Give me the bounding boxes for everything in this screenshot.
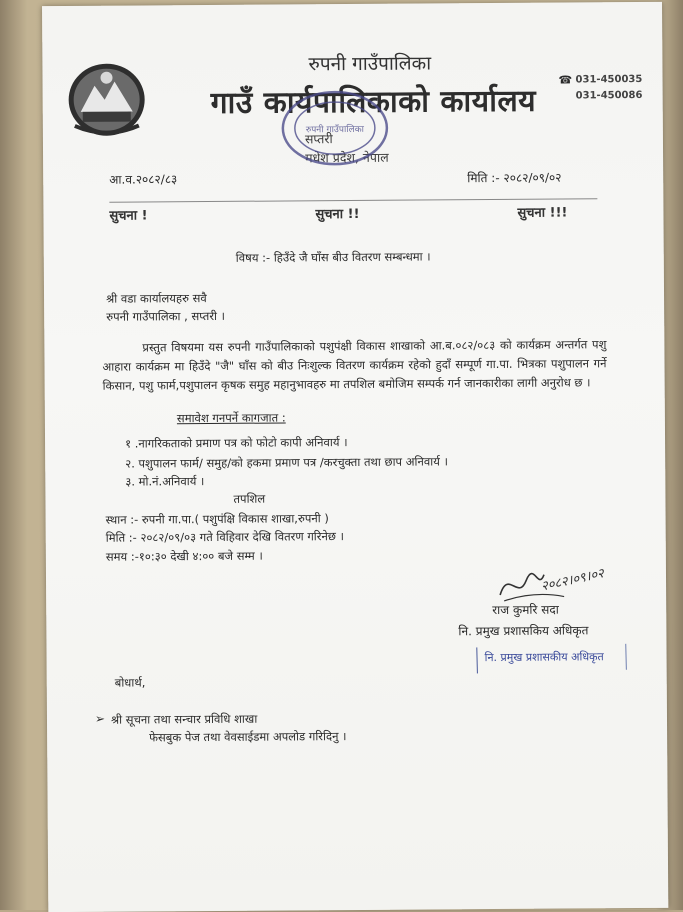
- notice-label-1: सुचना !: [109, 208, 148, 224]
- cc-recipient-1: श्री सूचना तथा सन्चार प्रविधि शाखा: [110, 711, 258, 727]
- schedule-time: समय :-१०:३० देखी ४:०० बजे सम्म ।: [105, 548, 263, 564]
- schedule-location: स्थान :- रुपनी गा.पा.( पशुपंक्षि विकास शाखा,रुपनी ): [105, 511, 329, 527]
- body-paragraph: प्रस्तुत विषयमा यस रुपनी गाउँपालिकाको पशुपंक्षी विकास शाखाको आ.ब.०८२/०८३ को कार्यक्रम अन्तर्गत पशु आहारा कार्यक्रम मा हिउँदे "जै" घाँस को बीउ निःशुल्क वितरण कार्यक्रम रहेको हुदाँ सम्पूर्ण गा.पा. भित्रका पशुपालन गर्ने किसान, पशु फार्म,पशुपालन कृषक समुह महानुभावहरु मा तपशिल बमोजिम सम्पर्क गर्न जानकारीका लागी अनुरोध छ ।: [102, 337, 607, 393]
- officer-name: राज कुमरि सदा: [492, 602, 559, 618]
- office-title: गाउँ कार्यपालिकाको कार्यालय: [210, 83, 537, 121]
- office-stamp-icon: [279, 88, 392, 169]
- schedule-date: मिति :- २०८२/०९/०३ गते विहिवार देखि वितरण गरिनेछ ।: [105, 529, 344, 545]
- document-item-1: १ .नागरिकताको प्रमाण पत्र को फोटो कापी अनिवार्य ।: [125, 435, 348, 451]
- municipality-name: रुपनी गाउँपालिका: [308, 52, 432, 76]
- district-name: सप्तरी: [304, 131, 333, 147]
- reference-number: आ.व.२०८२/८३: [109, 172, 178, 187]
- notice-label-3: सुचना !!!: [517, 205, 568, 221]
- notice-label-2: सुचना !!: [315, 206, 360, 223]
- document-item-2: २. पशुपालन फार्म/ समुह/को हकमा प्रमाण पत्र /करचुक्ता तथा छाप अनिवार्य ।: [125, 454, 448, 471]
- municipality-emblem-icon: [64, 55, 149, 140]
- cc-label: बोधार्थ,: [114, 675, 146, 690]
- recipient-line-2: रुपनी गाउँपालिका , सप्तरी ।: [106, 308, 226, 324]
- documents-heading: समावेश गनपर्ने कागजात :: [176, 410, 286, 426]
- document-item-3: ३. मो.नं.अनिवार्य ।: [125, 474, 205, 489]
- officer-seal-text: नि. प्रमुख प्रशासकीय अधिकृत: [484, 650, 604, 665]
- letter-page: [42, 2, 668, 912]
- phone-icon: ☎: [558, 73, 573, 87]
- phone-number-2: 031-450086: [575, 89, 643, 102]
- phone-number-1: 031-450035: [575, 73, 643, 86]
- letter-date: मिति :- २०८२/०९/०२: [467, 170, 562, 186]
- schedule-title: तपशिल: [233, 491, 266, 506]
- recipient-line-1: श्री वडा कार्यालयहरु सवै: [106, 291, 207, 306]
- arrow-bullet-icon: ➢: [94, 711, 106, 726]
- subject-line: विषय :- हिउँदे जै घाँस बीउ वितरण सम्बन्धमा ।: [235, 249, 431, 265]
- stamp-text: रुपनी गाउँपालिका: [305, 124, 364, 136]
- officer-title: नि. प्रमुख प्रशासकिय अधिकृत: [458, 623, 589, 639]
- province-name: मधेश प्रदेश, नेपाल: [305, 149, 389, 166]
- signature-date: २०८२।०९।०२: [539, 566, 606, 595]
- cc-instruction: फेसबुक पेज तथा वेवसाईडमा अपलोड गरिदिनु ।: [149, 729, 347, 745]
